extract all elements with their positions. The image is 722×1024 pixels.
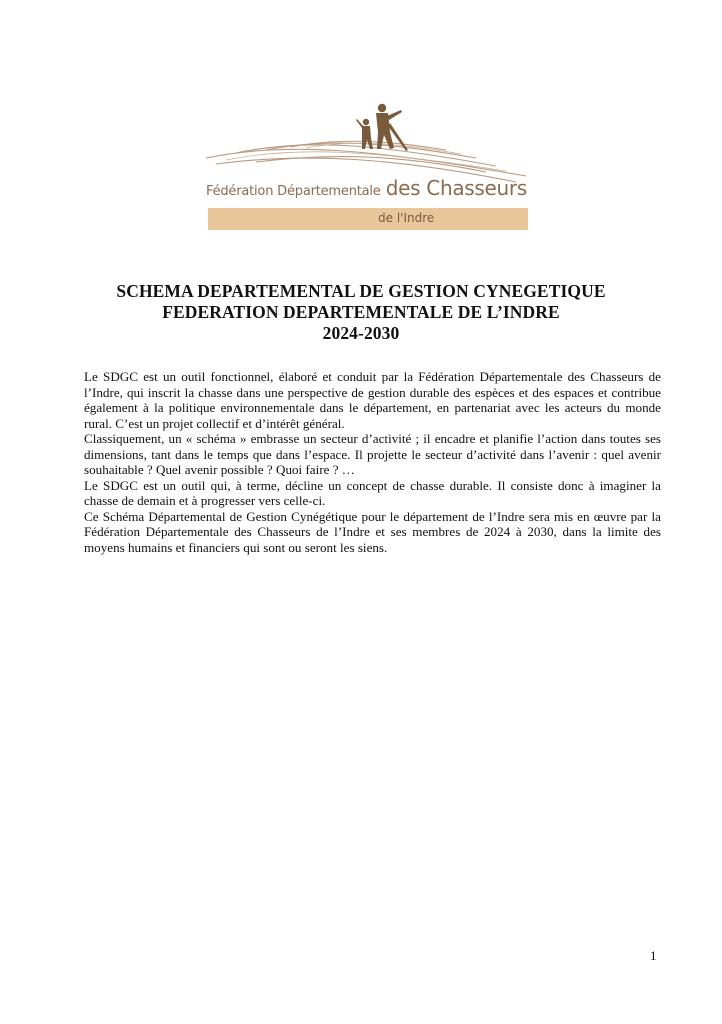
title-line-3: 2024-2030 [322, 323, 400, 343]
paragraph: Le SDGC est un outil qui, à terme, décline un concept de chasse durable. Il consiste donc à imaginer la chasse de demain et à progresser vers celle-ci. [84, 477, 661, 508]
paragraph: Le SDGC est un outil fonctionnel, élaboré et conduit par la Fédération Départementale des Chasseurs de l’Indre, qui inscrit la chasse dans une perspective de gestion durable des espèces et des espaces et contribue également à la politique environnementale dans le département, en partenariat avec les acteurs du monde rural. C’est un projet collectif et d’intérêt général. [84, 369, 661, 431]
logo-band [208, 208, 528, 230]
logo-org-prefix: Fédération Départementale [206, 184, 381, 199]
paragraph: Ce Schéma Départemental de Gestion Cynégétique pour le département de l’Indre sera mis en œuvre par la Fédération Départementale des Chasseurs de l’Indre et ses membres de 2024 à 2030, dans la limite des moyens humains et financiers qui sont ou seront les siens. [84, 508, 661, 555]
paragraph: Classiquement, un « schéma » embrasse un secteur d’activité ; il encadre et planifie l’action dans toutes ses dimensions, tant dans le temps que dans l’espace. Il projette le secteur d’activité dans l’avenir : quel avenir souhaitable ? Quel avenir possible ? Quoi faire ? … [84, 431, 661, 477]
logo-org-main: des Chasseurs [385, 176, 527, 200]
document-title [0, 281, 722, 344]
logo-org-sub: de l'Indre [378, 211, 435, 225]
title-line-2: FEDERATION DEPARTEMENTALE DE L’INDRE [162, 302, 560, 322]
federation-logo [196, 98, 536, 234]
title-line-1: SCHEMA DEPARTEMENTAL DE GESTION CYNEGETIQUE [116, 281, 606, 301]
hunters-landscape-icon [196, 98, 536, 188]
logo-organization-name [206, 176, 527, 200]
body-text [84, 369, 661, 555]
page-number: 1 [650, 948, 657, 963]
